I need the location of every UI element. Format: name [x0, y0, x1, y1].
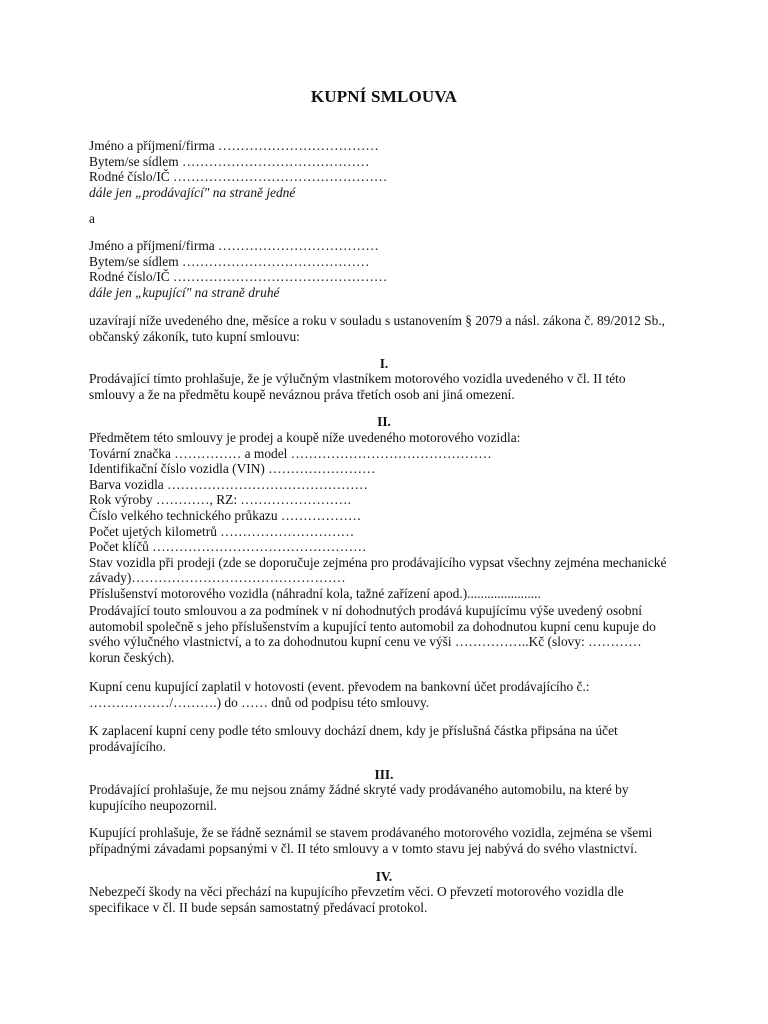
- sale-line: svého výlučného vlastnictví, a to za dohodnutou kupní cenu ve výši ……………..Kč (slovy: …………: [89, 634, 642, 650]
- section-1-line: smlouvy a že na předmětu koupě neváznou práva třetích osob ani jiná omezení.: [89, 386, 515, 402]
- section-4-line: specifikace v čl. II bude sepsán samostatný předávací protokol.: [89, 899, 428, 915]
- vehicle-spec-line: závady)…………………………………………: [89, 570, 346, 586]
- sale-line: automobil společně s jeho příslušenstvím a kupující tento automobil za dohodnutou kupní cenu kupuje do: [89, 618, 656, 634]
- payment-date-line: prodávajícího.: [89, 738, 166, 754]
- section-1-line: Prodávající tímto prohlašuje, že je výlučným vlastníkem motorového vozidla uvedeného v čl. II této: [89, 371, 626, 386]
- vehicle-spec-line: Příslušenství motorového vozidla (náhradní kola, tažné zařízení apod.)......................: [89, 585, 541, 601]
- section-3-paragraph-2: [89, 825, 689, 856]
- seller-address-line: Bytem/se sídlem ……………………………………: [89, 153, 370, 169]
- seller-note: dále jen „prodávající" na straně jedné: [89, 184, 296, 200]
- section-1-text: [89, 371, 689, 402]
- section-heading-3: III.: [374, 767, 394, 782]
- seller-block: [89, 138, 689, 200]
- and-text: a: [89, 211, 95, 226]
- section-heading-2: II.: [377, 414, 391, 429]
- vehicle-spec-line: Počet ujetých kilometrů …………………………: [89, 523, 355, 539]
- section-3-paragraph-1: [89, 782, 689, 813]
- payment-date-line: K zaplacení kupní ceny podle této smlouvy dochází dnem, kdy je příslušná částka připsána na účet: [89, 723, 618, 738]
- payment-date-paragraph: [89, 723, 689, 754]
- document-title: KUPNÍ SMLOUVA: [310, 87, 458, 106]
- section-3-line: Kupující prohlašuje, že se řádně seznámil se stavem prodávaného motorového vozidla, zejména se všemi: [89, 825, 653, 840]
- buyer-block: [89, 238, 689, 300]
- intro-line: občanský zákoník, tuto kupní smlouvu:: [89, 328, 300, 344]
- payment-line: Kupní cenu kupující zaplatil v hotovosti (event. převodem na bankovní účet prodávajícího č.:: [89, 679, 590, 694]
- buyer-id-line: Rodné číslo/IČ …………………………………………: [89, 269, 388, 285]
- sale-paragraph: [89, 603, 689, 665]
- vehicle-spec-line: Barva vozidla ………………………………………: [89, 476, 368, 492]
- vehicle-spec-line: Číslo velkého technického průkazu ………………: [89, 507, 362, 523]
- vehicle-spec-line: Stav vozidla při prodeji (zde se doporučuje zejména pro prodávajícího vypsat všechny zejména mechanické: [89, 554, 667, 570]
- section-4-text: [89, 884, 689, 915]
- buyer-address-line: Bytem/se sídlem ……………………………………: [89, 253, 370, 269]
- vehicle-spec-line: Počet klíčů …………………………………………: [89, 539, 367, 555]
- payment-line: ………………/……….) do …… dnů od podpisu této smlouvy.: [89, 694, 430, 710]
- buyer-name-line: Jméno a příjmení/firma ………………………………: [89, 238, 379, 253]
- section-3-line: případnými závadami popsanými v čl. II této smlouvy a v tomto stavu jej nabývá do svého vlastnictví.: [89, 840, 638, 856]
- vehicle-spec-list: [89, 430, 689, 602]
- buyer-note: dále jen „kupující" na straně druhé: [89, 284, 280, 300]
- vehicle-spec-line: Identifikační číslo vozidla (VIN) ……………………: [89, 461, 376, 477]
- vehicle-spec-line: Tovární značka …………… a model ………………………………………: [89, 445, 492, 461]
- section-heading-4: IV.: [375, 869, 393, 884]
- payment-paragraph: [89, 679, 689, 710]
- vehicle-spec-line: Předmětem této smlouvy je prodej a koupě níže uvedeného motorového vozidla:: [89, 430, 521, 445]
- section-heading-1: I.: [379, 356, 389, 371]
- intro-paragraph: [89, 313, 689, 344]
- vehicle-spec-line: Rok výroby …………, RZ: …………………….: [89, 492, 351, 508]
- sale-line: Prodávající touto smlouvou a za podmínek v ní dohodnutých prodává kupujícímu výše uvedený osobní: [89, 603, 643, 618]
- sale-line: korun českých).: [89, 649, 175, 665]
- section-3-line: Prodávající prohlašuje, že mu nejsou známy žádné skryté vady prodávaného automobilu, na které by: [89, 782, 629, 797]
- seller-id-line: Rodné číslo/IČ …………………………………………: [89, 169, 388, 185]
- intro-line: uzavírají níže uvedeného dne, měsíce a roku v souladu s ustanovením § 2079 a násl. zákona č. 89/2012 Sb.,: [89, 313, 666, 328]
- section-3-line: kupujícího neupozornil.: [89, 797, 217, 813]
- section-4-line: Nebezpečí škody na věci přechází na kupujícího převzetím věci. O převzetí motorového vozidla dle: [89, 884, 624, 899]
- seller-name-line: Jméno a příjmení/firma ………………………………: [89, 138, 379, 153]
- and-separator: [89, 211, 689, 227]
